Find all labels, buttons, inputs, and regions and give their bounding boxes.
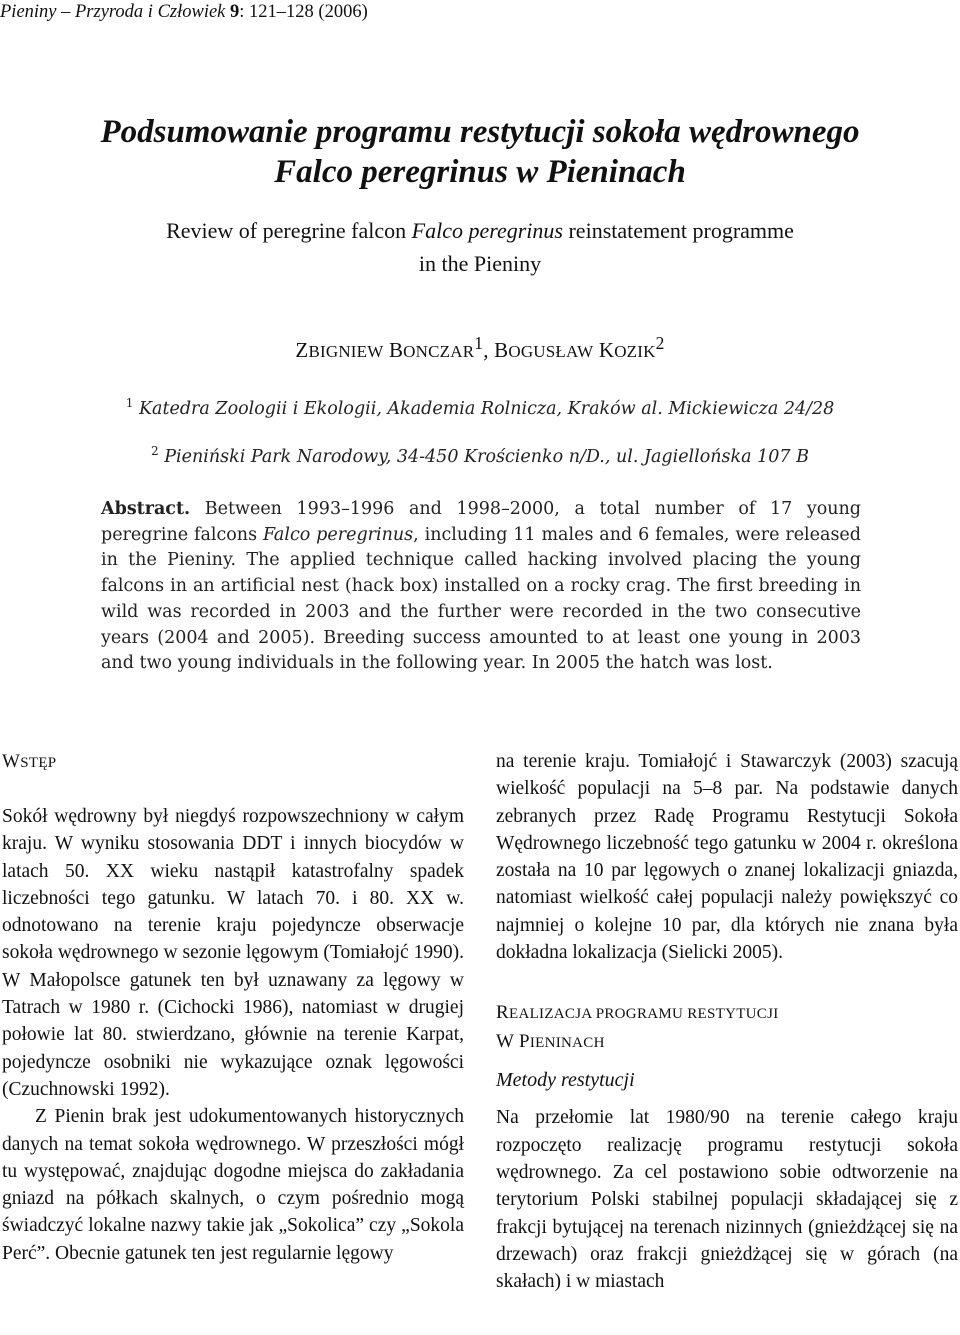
journal-pages: : 121–128 (2006) (239, 2, 368, 22)
author1-first-rest: BIGNIEW (308, 342, 384, 361)
author2-first-initial: B (494, 338, 509, 362)
section-heading-programme (496, 999, 958, 1057)
author-separator: , (483, 338, 495, 362)
english-title-line-2: in the Pieniny (418, 251, 542, 276)
author1-first-initial: Z (295, 338, 309, 362)
intro-paragraph-1: Sokół wędrowny był niegdyś rozpowszechniony w całym kraju. W wyniku stosowania DDT i innych biocydów w latach 50. XX wieku nastąpił katastrofalny spadek liczebności tego gatunku. W latach 70. i 80. XX w. odnotowano na terenie kraju pojedyncze obserwacje sokoła wędrownego w sezonie lęgowym (Tomiałojć 1990). W Małopolsce gatunek ten był uznawany za lęgowy w Tatrach w 1980 r. (Cichocki 1986), natomiast w drugiej połowie lat 80. stwierdzano, głównie na terenie Karpat, pojedyncze osobniki nie wykazujące oznak lęgowości (Czuchnowski 1992). (2, 806, 464, 1100)
heading2-line2-initial: W (496, 1031, 514, 1053)
english-title-text-end: reinstatement programme (562, 218, 794, 243)
section-heading-programme-line-2 (496, 1028, 958, 1057)
abstract-label: Abstract. (101, 499, 191, 519)
english-title-line-1 (0, 214, 960, 247)
author1-last-rest: ONCZAR (403, 342, 475, 361)
journal-volume: 9 (230, 2, 240, 22)
english-title (0, 214, 960, 280)
author2-last-rest: OZIK (614, 342, 656, 361)
journal-name: Pieniny – Przyroda i Człowiek (0, 2, 226, 22)
journal-header (0, 2, 368, 23)
section-heading-programme-line-1 (496, 999, 958, 1028)
heading2-line2-mid: P (513, 1031, 530, 1053)
abstract (101, 497, 861, 677)
intro-paragraph-2: Z Pienin brak jest udokumentowanych historycznych danych na temat sokoła wędrownego. W przeszłości mógł tu występować, znajdując dogodne miejsca do zakładania gniazd na półkach skalnych, o czym pośrednio mogą świadczyć lokalne nazwy takie jak „Sokolica” czy „Sokola Perć”. Obecnie gatunek ten jest regularnie lęgowy (2, 1106, 464, 1264)
article-title (0, 112, 960, 192)
affiliation-1-mark: 1 (125, 396, 134, 410)
abstract-text-1: Between 1993–1996 and 1998–2000, a total number of 17 young peregrine falcons (101, 499, 861, 545)
abstract-text-2: , including 11 males and 6 females, were released in the Pieniny. The applied technique called hacking involved placing the young falcons in an artificial nest (hack box) installed on a rocky crag. The first breeding in wild was recorded in 2003 and the further were recorded in the two consecutive years (2004 and 2005). Breeding success amounted to at least one young in 2003 and two young individuals in the following year. In 2005 the hatch was lost. (101, 524, 861, 674)
affiliation-2-text: Pieniński Park Narodowy, 34-450 Krościenko n/D., ul. Jagiellońska 107 B (164, 446, 809, 467)
heading-rest: STĘP (20, 755, 57, 771)
author1-last-initial: B (388, 338, 404, 362)
left-column (2, 748, 464, 1267)
authors (0, 333, 960, 363)
heading-initial: W (2, 751, 21, 772)
abstract-species: Falco peregrinus (262, 524, 414, 545)
heading2-initial: R (496, 1002, 509, 1024)
right-column (496, 748, 958, 1295)
english-title-text: Review of peregrine falcon (166, 218, 412, 243)
author2-last-initial: K (598, 338, 615, 362)
english-title-species: Falco peregrinus (411, 218, 563, 243)
affiliation-2-mark: 2 (151, 444, 159, 458)
author2-affil-mark: 2 (655, 333, 665, 353)
affiliation-1-text: Katedra Zoologii i Ekologii, Akademia Rolnicza, Kraków al. Mickiewicza 24/28 (138, 398, 835, 419)
title-line-1: Podsumowanie programu restytucji sokoła wędrownego (100, 114, 860, 150)
title-line-2: Falco peregrinus w Pieninach (274, 154, 686, 190)
author2-first-rest: OGUSŁAW (508, 342, 594, 361)
affiliation-1 (0, 396, 960, 419)
methods-paragraph: Na przełomie lat 1980/90 na terenie całego kraju rozpoczęto realizację programu restytucji sokoła wędrownego. Za cel postawiono sobie odtworzenie na terytorium Polski stabilnej populacji składającej się z frakcji bytującej na terenach nizinnych (gnieżdżącej się na drzewach) oraz frakcji gnieżdżącej się w górach (na skałach) i w miastach (496, 1107, 958, 1293)
subsection-heading: Metody restytucji (496, 1069, 635, 1092)
author1-affil-mark: 1 (474, 333, 484, 353)
heading2-line2-rest: IENINACH (529, 1035, 605, 1052)
right-paragraph-1: na terenie kraju. Tomiałojć i Stawarczyk (2003) szacują wielkość populacji na 5–8 par. Na podstawie danych zebranych przez Radę Programu Restytucji Sokoła Wędrownego liczebność tego gatunku w 2004 r. określona została na 10 par lęgowych o znanej lokalizacji gniazda, natomiast wielkość całej populacji należy powiększyć co najmniej o kolejne 10 par, dla których nie znana była dokładna lokalizacja (Sielicki 2005). (496, 751, 958, 964)
section-heading-intro (2, 748, 464, 777)
heading2-rest: EALIZACJA PROGRAMU RESTYTUCJI (508, 1006, 779, 1023)
affiliation-2 (0, 444, 960, 467)
